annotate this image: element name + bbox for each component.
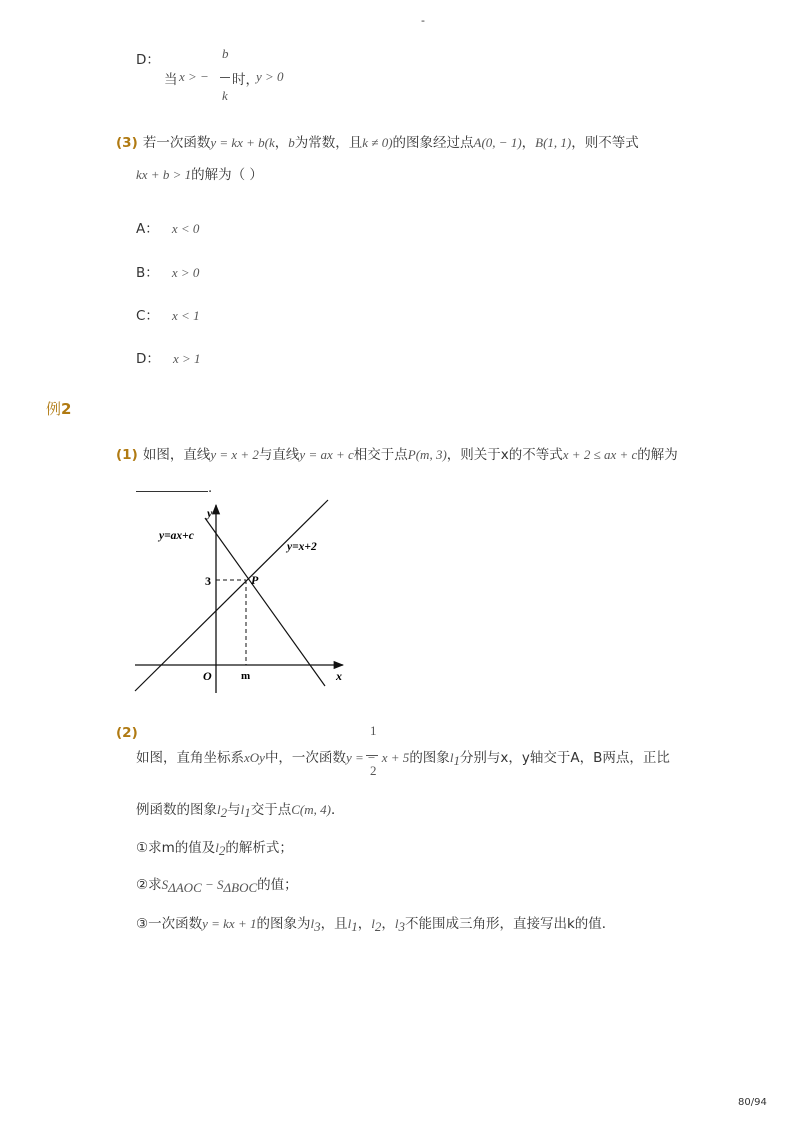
- condition-prefix: 当: [164, 72, 178, 88]
- example-number: 2: [61, 400, 72, 418]
- graph-figure: [130, 498, 355, 698]
- option-value: x > 0: [171, 265, 200, 280]
- question-text: 若一次函数: [142, 135, 211, 151]
- math-expression: P(m, 3): [407, 447, 447, 462]
- option-c[interactable]: [136, 304, 200, 324]
- question-text: 中，一次函数: [264, 750, 346, 766]
- math-expression: l: [371, 916, 375, 931]
- question-number: (2): [116, 725, 138, 741]
- math-expression: y = −: [345, 750, 376, 765]
- condition-result: y > 0: [256, 69, 284, 84]
- question-text: ②求: [136, 877, 162, 893]
- question-3-line-1: [116, 131, 639, 151]
- question-text: 交于点: [250, 802, 292, 818]
- math-expression: xOy: [244, 750, 265, 765]
- math-expression: l: [310, 916, 315, 931]
- math-expression: l: [347, 916, 352, 931]
- example-heading: [46, 398, 71, 419]
- option-label: B：: [136, 265, 159, 281]
- subscript: 1: [351, 919, 358, 934]
- question-text: 的解为: [637, 447, 678, 463]
- question-text: ①求m的值及: [136, 840, 216, 856]
- question-text: 的图象经过点: [392, 135, 474, 151]
- question-text: ，则不等式: [571, 135, 639, 151]
- subscript: 1: [453, 753, 460, 768]
- option-value: x < 0: [171, 221, 200, 236]
- three-label: 3: [205, 574, 211, 588]
- question-text: 如图，直线: [142, 447, 211, 463]
- x-axis-label: x: [336, 669, 342, 683]
- math-expression: y = x + 2: [210, 447, 259, 462]
- origin-label: O: [203, 669, 212, 683]
- question-text: ．: [208, 480, 222, 496]
- subscript: 3: [314, 919, 321, 934]
- question-text: ③一次函数: [136, 916, 203, 932]
- question-text: 的解析式；: [225, 840, 293, 856]
- sub-question-1: [136, 836, 293, 859]
- question-text: ，则关于x的不等式: [446, 447, 563, 463]
- subscript: 2: [220, 805, 228, 820]
- math-expression: l: [215, 840, 219, 855]
- option-label: C：: [136, 308, 159, 324]
- question-text: ，: [274, 135, 289, 151]
- subscript: 2: [374, 919, 382, 934]
- fraction-denominator: k: [222, 88, 228, 103]
- question-3-line-2: [136, 163, 263, 183]
- math-expression: x + 2 ≤ ax + c: [562, 447, 638, 462]
- question-number: (1): [116, 447, 138, 463]
- math-expression: l: [394, 916, 399, 931]
- question-2-line-1: [136, 746, 670, 769]
- question-text: 的图象: [409, 750, 450, 766]
- question-text: 的图象为: [256, 916, 311, 932]
- question-text: ，: [521, 135, 536, 151]
- subscript: ΔBOC: [223, 880, 258, 895]
- option-label: D：: [136, 351, 160, 367]
- question-text: 与直线: [258, 447, 300, 463]
- subscript: 2: [218, 843, 226, 858]
- subscript: 3: [398, 919, 405, 934]
- line-y-x-plus-2: [135, 500, 328, 691]
- option-a[interactable]: [136, 217, 199, 237]
- answer-blank[interactable]: [136, 479, 208, 492]
- math-expression: C(m, 4): [291, 802, 331, 817]
- answer-line: [136, 476, 222, 496]
- subscript: 1: [244, 805, 251, 820]
- question-text: ，: [381, 916, 395, 932]
- y-axis-label: y: [207, 506, 213, 520]
- math-expression: S: [161, 877, 169, 892]
- point-p-label: P: [251, 573, 259, 587]
- question-2-line-2: [136, 798, 344, 821]
- math-expression: kx + b > 1: [136, 167, 192, 182]
- math-expression: l: [217, 802, 221, 817]
- option-d[interactable]: [136, 347, 201, 367]
- fraction-numerator: 1: [370, 723, 377, 738]
- question-text: 为常数，且: [294, 135, 363, 151]
- math-expression: b: [288, 135, 295, 150]
- subscript: ΔAOC: [168, 880, 202, 895]
- question-text: 分别与x，y轴交于A，B两点，正比: [459, 750, 670, 766]
- question-text: 与: [227, 802, 241, 818]
- option-label: D：: [136, 52, 160, 68]
- m-label: m: [241, 670, 251, 682]
- condition-mid: 时，: [232, 72, 259, 88]
- question-text: 如图，直角坐标系: [136, 750, 244, 766]
- math-expression: − S: [201, 877, 224, 892]
- option-value: x < 1: [172, 308, 200, 323]
- math-expression: x + 5: [381, 750, 410, 765]
- line2-label: y=x+2: [287, 541, 317, 553]
- fraction-numerator: b: [222, 46, 229, 61]
- sub-question-3: [136, 912, 615, 935]
- question-text: ．: [330, 802, 345, 818]
- math-expression: y = kx + b(k: [210, 135, 275, 150]
- question-1-line-1: [116, 443, 678, 463]
- math-expression: B(1, 1): [535, 135, 572, 150]
- question-text: 相交于点: [353, 447, 408, 463]
- question-text: 不能围成三角形，直接写出k的值．: [404, 916, 616, 932]
- option-label: A：: [136, 221, 159, 237]
- header-mark: -: [421, 14, 425, 27]
- math-expression: y = ax + c: [299, 447, 354, 462]
- math-expression: y = kx + 1: [202, 916, 257, 931]
- condition-math: x > −: [179, 69, 209, 84]
- question-text: 的值；: [257, 877, 298, 893]
- fraction-denominator: 2: [370, 763, 377, 778]
- question-text: ，: [357, 916, 372, 932]
- question-text: ，且: [320, 916, 348, 932]
- example-prefix: 例: [46, 400, 62, 418]
- question-text: 的解为（ ）: [191, 167, 263, 183]
- option-value: x > 1: [173, 351, 201, 366]
- fraction-bar: [220, 77, 230, 78]
- math-expression: l: [240, 802, 245, 817]
- math-expression: l: [449, 750, 454, 765]
- question-number: (3): [116, 135, 138, 151]
- math-expression: k ≠ 0): [362, 135, 393, 150]
- sub-question-2: [136, 873, 298, 896]
- page-number: 80/94: [738, 1097, 767, 1108]
- line1-label: y=ax+c: [159, 530, 194, 542]
- math-expression: A(0, − 1): [473, 135, 522, 150]
- option-b[interactable]: [136, 261, 199, 281]
- question-text: 例函数的图象: [136, 802, 217, 818]
